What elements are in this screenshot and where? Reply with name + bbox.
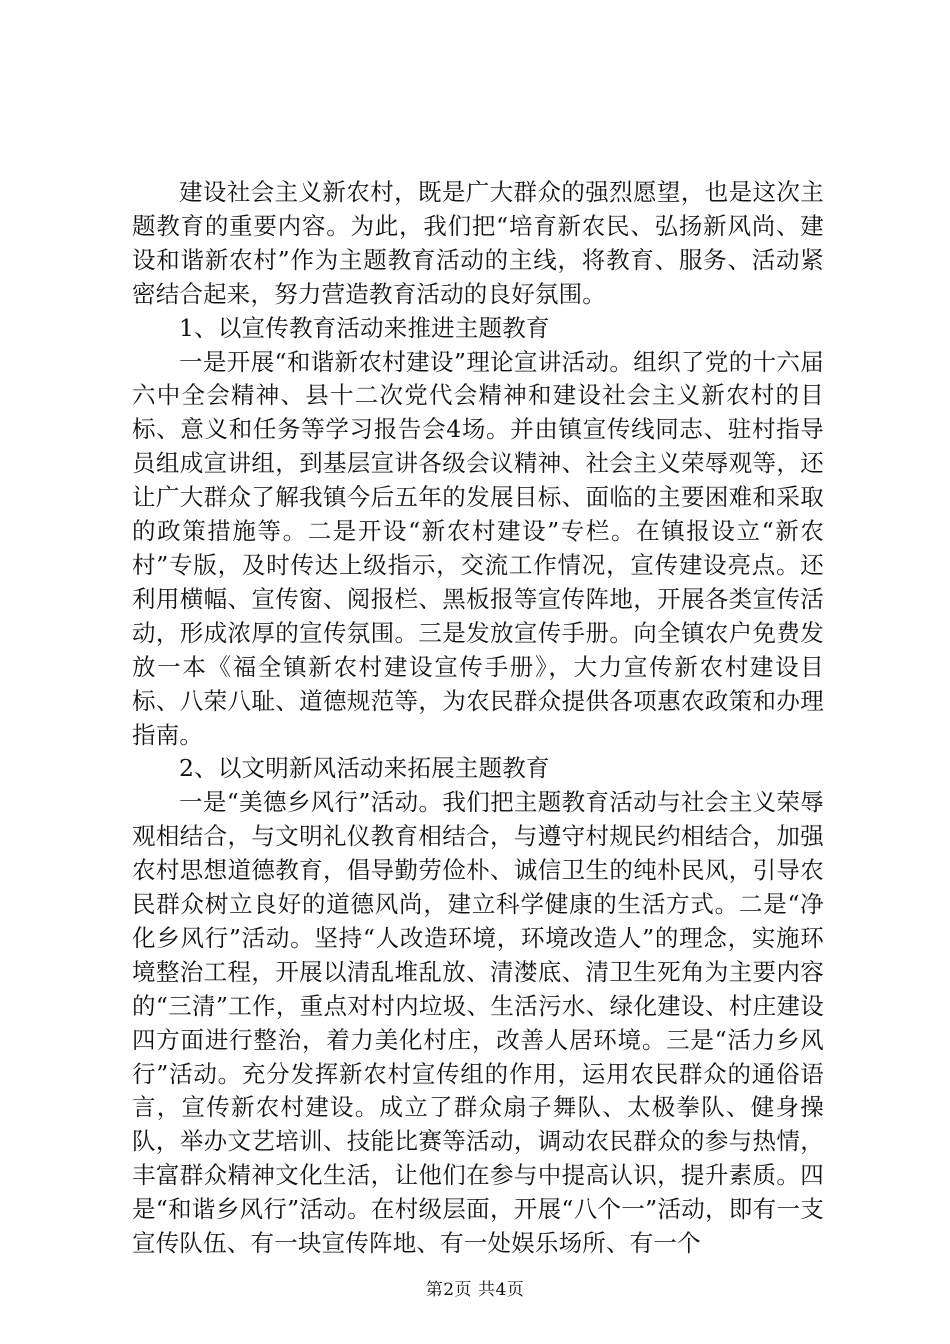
section-heading-2: 2、以文明新风活动来拓展主题教育 <box>179 754 550 783</box>
section-heading-1: 1、以宣传教育活动来推进主题教育 <box>179 313 550 342</box>
page-number-footer: 第2页 共4页 <box>425 1280 525 1300</box>
paragraph-section-1: 一是开展“和谐新农村建设”理论宣讲活动。组织了党的十六届六中全会精神、县十二次党代会精神和建设社会主义新农村的目标、意义和任务等学习报告会4场。并由镇宣传线同志、驻村指导员组成宣讲组，到基层宣讲各级会议精神、社会主义荣辱观等，还让广大群众了解我镇今后五年的发展目标、面临的主要困难和采取的政策措施等。二是开设“新农村建设”专栏。在镇报设立“新农村”专版，及时传达上级指示，交流工作情况，宣传建设亮点。还利用横幅、宣传窗、阅报栏、黑板报等宣传阵地，开展各类宣传活动，形成浓厚的宣传氛围。三是发放宣传手册。向全镇农户免费发放一本《福全镇新农村建设宣传手册》，大力宣传新农村建设目标、八荣八耻、道德规范等，为农民群众提供各项惠农政策和办理指南。 <box>132 347 824 749</box>
paragraph-section-2: 一是“美德乡风行”活动。我们把主题教育活动与社会主义荣辱观相结合，与文明礼仪教育相结合，与遵守村规民约相结合，加强农村思想道德教育，倡导勤劳俭朴、诚信卫生的纯朴民风，引导农民群众树立良好的道德风尚，建立科学健康的生活方式。二是“净化乡风行”活动。坚持“人改造环境，环境改造人”的理念，实施环境整治工程，开展以清乱堆乱放、清漤底、清卫生死角为主要内容的“三清”工作，重点对村内垃圾、生活污水、绿化建设、村庄建设四方面进行整治，着力美化村庄，改善人居环境。三是“活力乡风行”活动。充分发挥新农村宣传组的作用，运用农民群众的通俗语言，宣传新农村建设。成立了群众扇子舞队、太极拳队、健身操队，举办文艺培训、技能比赛等活动，调动农民群众的参与热情，丰富群众精神文化生活，让他们在参与中提高认识，提升素质。四是“和谐乡风行”活动。在村级层面，开展“八个一”活动，即有一支宣传队伍、有一块宣传阵地、有一处娱乐场所、有一个 <box>132 788 824 1258</box>
paragraph-intro: 建设社会主义新农村，既是广大群众的强烈愿望，也是这次主题教育的重要内容。为此，我们把“培育新农民、弘扬新风尚、建设和谐新农村”作为主题教育活动的主线，将教育、服务、活动紧密结合起来，努力营造教育活动的良好氛围。 <box>132 178 824 308</box>
document-body <box>132 176 824 1261</box>
